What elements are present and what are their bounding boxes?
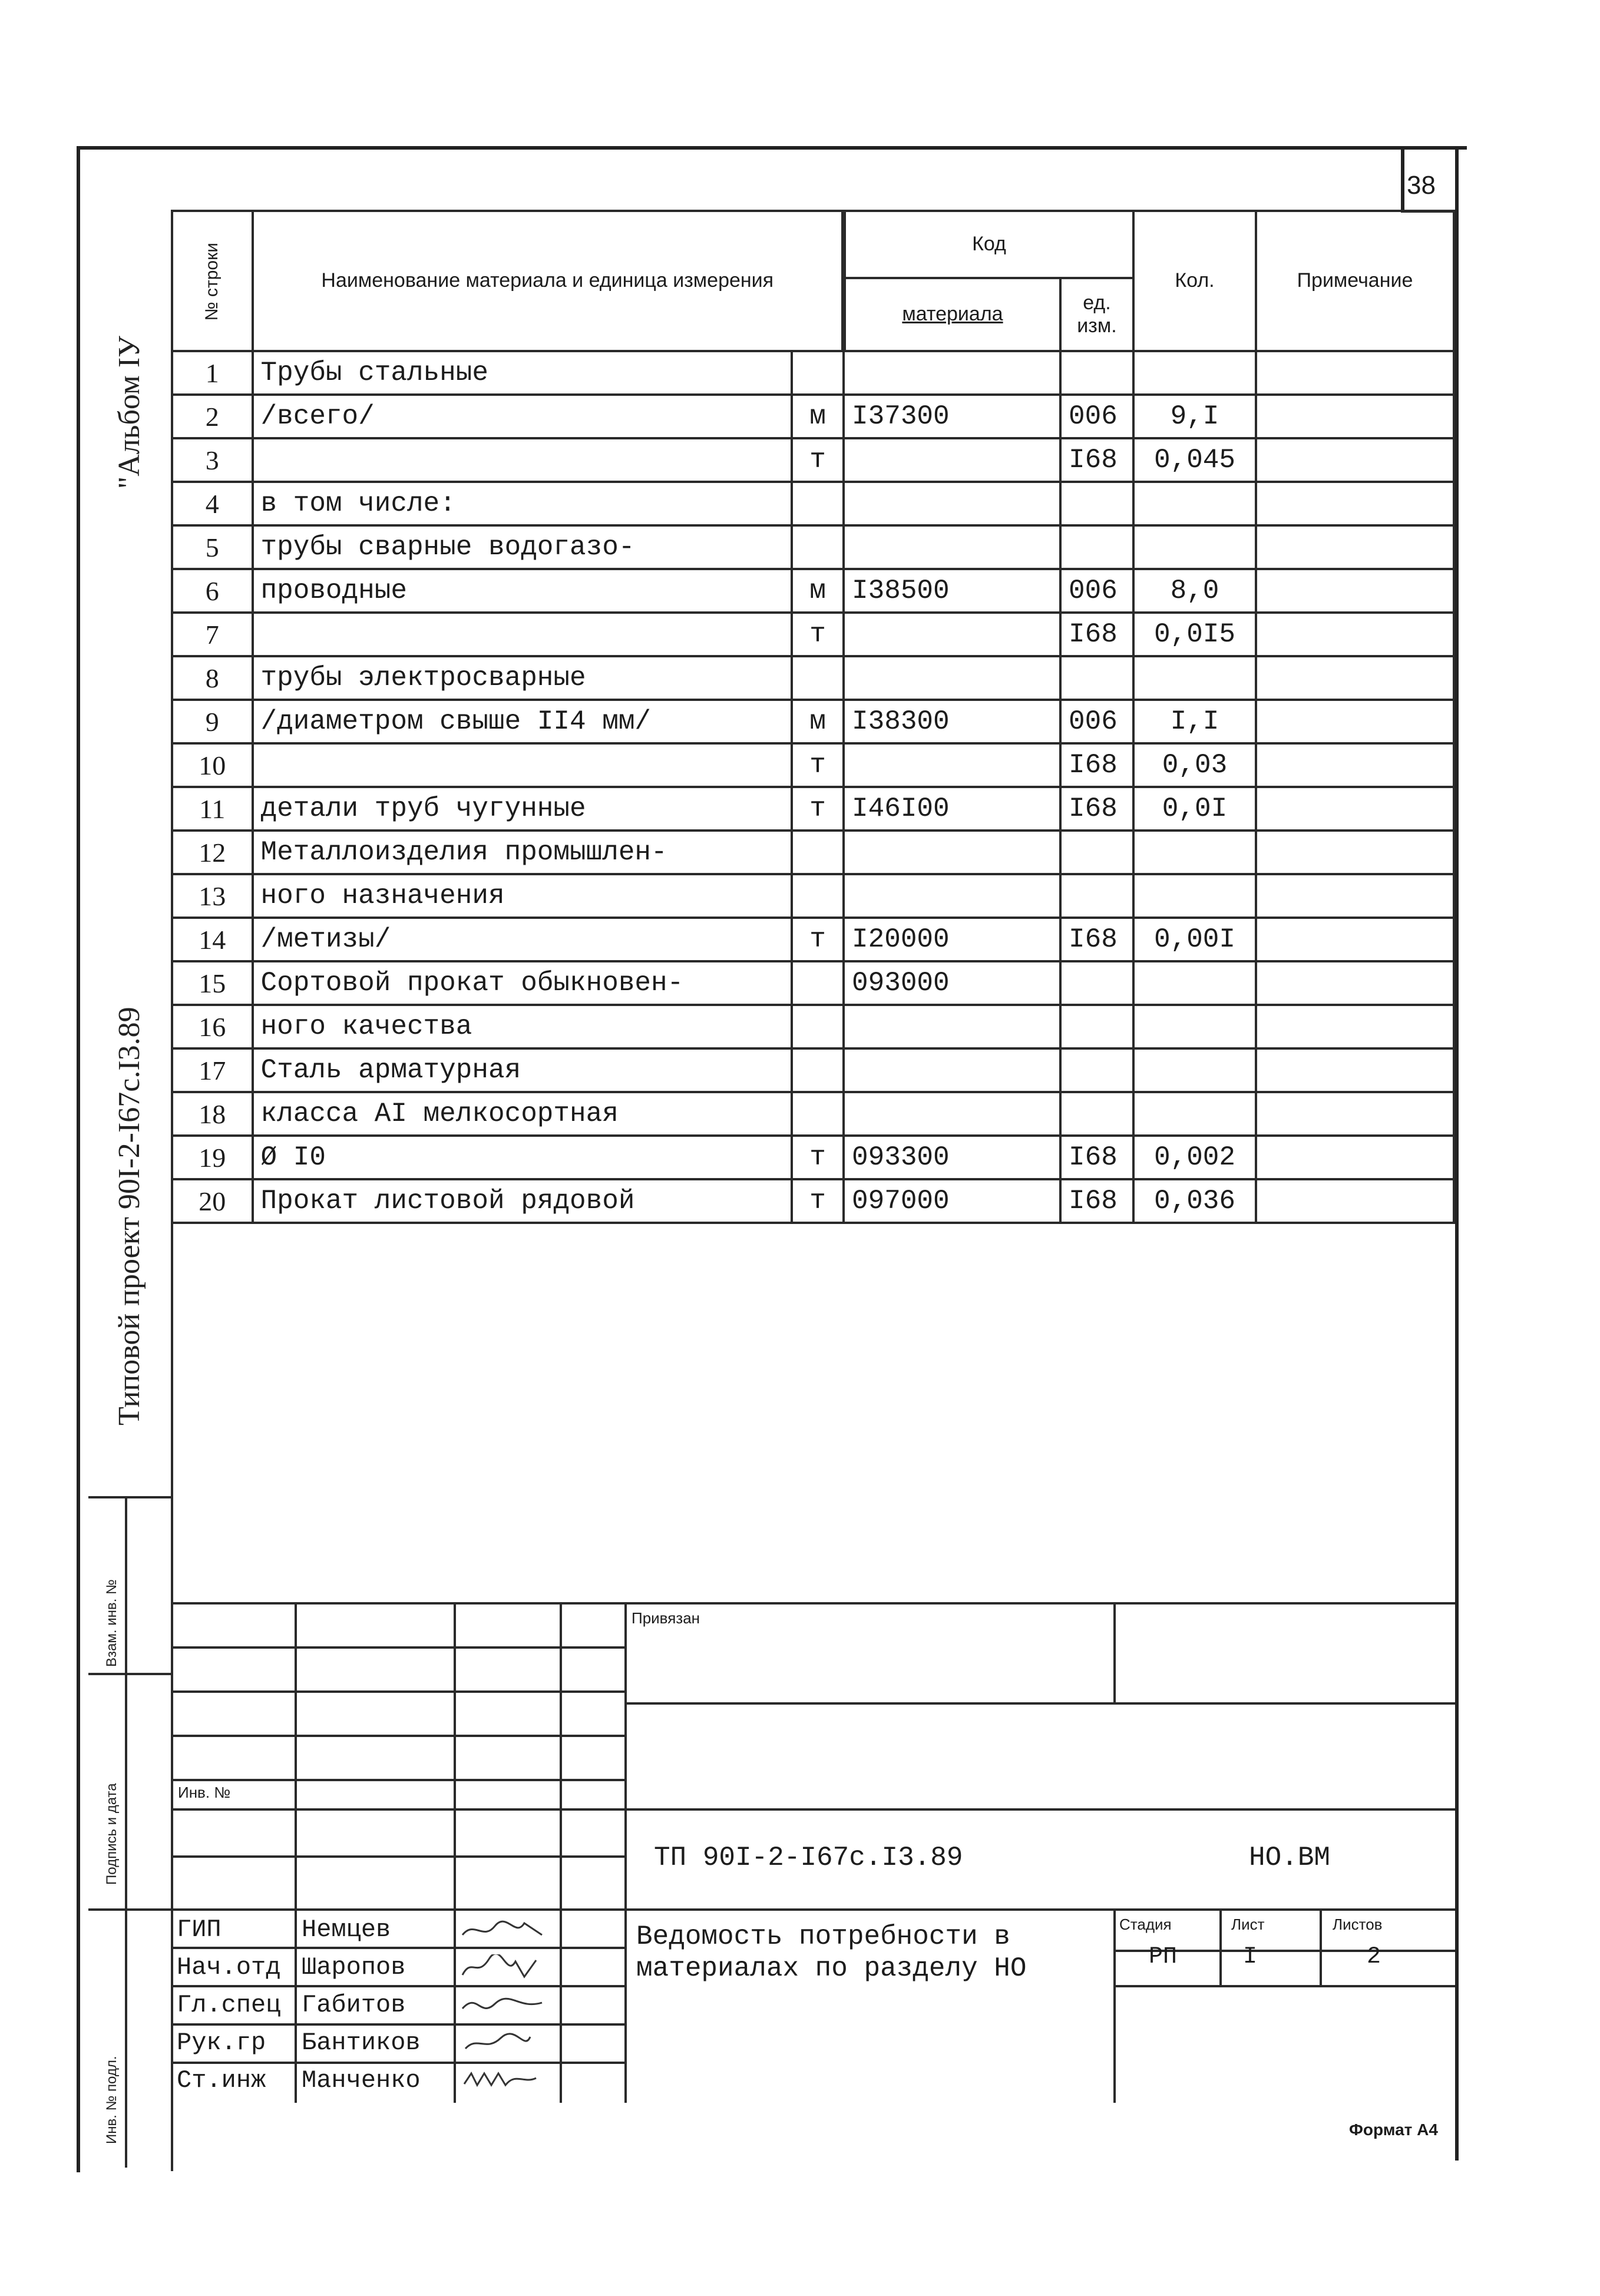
- table-row: [172, 569, 1454, 613]
- table-row: [172, 395, 1454, 438]
- unit-code-cell: [1060, 656, 1133, 700]
- signature-3: [459, 1992, 548, 2018]
- note-cell: [1256, 1048, 1454, 1092]
- sheets-label: Листов: [1333, 1915, 1383, 1933]
- sign-date-label: Подпись и дата: [104, 1783, 120, 1885]
- unit-code-cell: [1060, 1092, 1133, 1136]
- binding-strip-top: [88, 1496, 171, 1498]
- table-row: [172, 700, 1454, 743]
- inv-orig-label: Инв. № подл.: [104, 2056, 120, 2144]
- row-number-cell: 4: [172, 482, 253, 525]
- quantity-cell: 0,002: [1133, 1136, 1256, 1179]
- note-cell: [1256, 1179, 1454, 1223]
- note-cell: [1256, 438, 1454, 482]
- signature-5: [459, 2066, 548, 2092]
- unit-code-cell: I68: [1060, 438, 1133, 482]
- quantity-cell: [1133, 351, 1256, 395]
- row-number-cell: 5: [172, 525, 253, 569]
- material-name-cell: [253, 743, 792, 787]
- material-name-cell: проводные: [253, 569, 792, 613]
- unit-code-cell: I68: [1060, 743, 1133, 787]
- header-qty: Кол.: [1133, 211, 1256, 351]
- quantity-cell: 0,036: [1133, 1179, 1256, 1223]
- material-name-cell: Сортовой прокат обыкновен-: [253, 961, 792, 1005]
- unit-of-measure-cell: т: [792, 743, 844, 787]
- unit-code-cell: 006: [1060, 700, 1133, 743]
- material-code-cell: [844, 1005, 1060, 1048]
- quantity-cell: [1133, 525, 1256, 569]
- unit-code-cell: [1060, 874, 1133, 918]
- quantity-cell: 0,0I5: [1133, 613, 1256, 656]
- note-cell: [1256, 831, 1454, 874]
- inv-no-label: Инв. №: [178, 1784, 231, 1801]
- quantity-cell: [1133, 831, 1256, 874]
- row-number-cell: 10: [172, 743, 253, 787]
- note-cell: [1256, 1005, 1454, 1048]
- tb-v-stage: [1113, 1908, 1116, 2103]
- binding-strip-border: [125, 1496, 127, 2168]
- unit-code-cell: I68: [1060, 1136, 1133, 1179]
- tb-line-bound: [624, 1702, 1455, 1705]
- material-code-cell: I20000: [844, 918, 1060, 961]
- header-code: Код: [844, 211, 1133, 278]
- material-name-cell: /диаметром свыше II4 мм/: [253, 700, 792, 743]
- unit-of-measure-cell: м: [792, 395, 844, 438]
- unit-of-measure-cell: [792, 961, 844, 1005]
- material-name-cell: Металлоизделия промышлен-: [253, 831, 792, 874]
- material-code-cell: [844, 482, 1060, 525]
- sheet-value: I: [1243, 1944, 1258, 1970]
- table-row: [172, 1048, 1454, 1092]
- material-name-cell: Трубы стальные: [253, 351, 792, 395]
- note-cell: [1256, 918, 1454, 961]
- note-cell: [1256, 961, 1454, 1005]
- unit-of-measure-cell: [792, 1005, 844, 1048]
- frame-left-line: [77, 146, 80, 2172]
- table-row: [172, 961, 1454, 1005]
- material-code-cell: [844, 743, 1060, 787]
- staff-name-2: Шаропов: [302, 1953, 406, 1981]
- quantity-cell: 0,00I: [1133, 918, 1256, 961]
- frame-right-line: [1455, 146, 1459, 2161]
- material-name-cell: /всего/: [253, 395, 792, 438]
- row-number-cell: 8: [172, 656, 253, 700]
- material-name-cell: /метизы/: [253, 918, 792, 961]
- quantity-cell: [1133, 1048, 1256, 1092]
- stage-value: РП: [1149, 1944, 1178, 1970]
- material-name-cell: ного назначения: [253, 874, 792, 918]
- table-row: [172, 1005, 1454, 1048]
- table-row: [172, 743, 1454, 787]
- header-note: Примечание: [1256, 211, 1454, 351]
- table-row: [172, 525, 1454, 569]
- staff-role-3: Гл.спец: [177, 1991, 281, 2019]
- tb-line-3: [171, 1735, 624, 1737]
- table-row: [172, 1092, 1454, 1136]
- unit-of-measure-cell: т: [792, 1179, 844, 1223]
- row-number-cell: 7: [172, 613, 253, 656]
- quantity-cell: [1133, 961, 1256, 1005]
- quantity-cell: 8,0: [1133, 569, 1256, 613]
- unit-of-measure-cell: т: [792, 438, 844, 482]
- staff-role-5: Ст.инж: [177, 2066, 266, 2095]
- unit-of-measure-cell: т: [792, 918, 844, 961]
- materials-table: [171, 210, 1455, 1224]
- staff-name-3: Габитов: [302, 1991, 406, 2019]
- material-code-cell: [844, 351, 1060, 395]
- material-name-cell: в том числе:: [253, 482, 792, 525]
- unit-code-cell: 006: [1060, 395, 1133, 438]
- unit-of-measure-cell: [792, 831, 844, 874]
- material-name-cell: [253, 613, 792, 656]
- staff-role-4: Рук.гр: [177, 2029, 266, 2057]
- quantity-cell: 9,I: [1133, 395, 1256, 438]
- bound-label: Привязан: [632, 1609, 700, 1627]
- material-name-cell: трубы сварные водогазо-: [253, 525, 792, 569]
- tb-line-5: [171, 1808, 1455, 1811]
- material-code-cell: [844, 613, 1060, 656]
- table-row: [172, 831, 1454, 874]
- material-code-cell: 093000: [844, 961, 1060, 1005]
- note-cell: [1256, 525, 1454, 569]
- note-cell: [1256, 482, 1454, 525]
- table-row: [172, 787, 1454, 831]
- tb-v-2: [454, 1602, 456, 2103]
- material-code-cell: [844, 874, 1060, 918]
- material-code-cell: [844, 831, 1060, 874]
- row-number-cell: 19: [172, 1136, 253, 1179]
- signature-4: [459, 2030, 548, 2056]
- unit-code-cell: [1060, 831, 1133, 874]
- doc-title-line1: Ведомость потребности в: [636, 1921, 1010, 1952]
- table-row: [172, 438, 1454, 482]
- quantity-cell: [1133, 874, 1256, 918]
- note-cell: [1256, 874, 1454, 918]
- staff-name-1: Немцев: [302, 1915, 391, 1944]
- row-number-cell: 16: [172, 1005, 253, 1048]
- format-label: Формат А4: [1349, 2120, 1438, 2139]
- material-code-cell: I38300: [844, 700, 1060, 743]
- quantity-cell: [1133, 1092, 1256, 1136]
- unit-of-measure-cell: [792, 874, 844, 918]
- binding-strip-div2: [88, 1908, 171, 1911]
- tb-line-10: [171, 2023, 624, 2026]
- material-name-cell: класса AI мелкосортная: [253, 1092, 792, 1136]
- row-number-cell: 12: [172, 831, 253, 874]
- note-cell: [1256, 743, 1454, 787]
- tb-top-line: [171, 1602, 1455, 1604]
- material-code-cell: I38500: [844, 569, 1060, 613]
- tb-line-4: [171, 1779, 624, 1781]
- tb-stage-bottom: [1113, 1985, 1455, 1987]
- sheet-label: Лист: [1231, 1915, 1265, 1933]
- unit-code-cell: I68: [1060, 918, 1133, 961]
- material-name-cell: Прокат листовой рядовой: [253, 1179, 792, 1223]
- signature-1: [459, 1917, 548, 1943]
- material-code-cell: [844, 438, 1060, 482]
- unit-code-cell: [1060, 1005, 1133, 1048]
- quantity-cell: 0,0I: [1133, 787, 1256, 831]
- staff-role-1: ГИП: [177, 1915, 222, 1944]
- note-cell: [1256, 787, 1454, 831]
- quantity-cell: 0,045: [1133, 438, 1256, 482]
- row-number-cell: 18: [172, 1092, 253, 1136]
- unit-code-cell: I68: [1060, 613, 1133, 656]
- note-cell: [1256, 700, 1454, 743]
- unit-code-cell: [1060, 482, 1133, 525]
- tb-line-7: [171, 1908, 1455, 1911]
- staff-role-2: Нач.отд: [177, 1953, 281, 1981]
- unit-code-cell: I68: [1060, 1179, 1133, 1223]
- stage-label: Стадия: [1119, 1915, 1172, 1933]
- table-row: [172, 613, 1454, 656]
- quantity-cell: [1133, 482, 1256, 525]
- material-code-cell: [844, 1092, 1060, 1136]
- staff-name-4: Бантиков: [302, 2029, 421, 2057]
- table-row: [172, 656, 1454, 700]
- material-name-cell: детали труб чугунные: [253, 787, 792, 831]
- tb-line-6: [171, 1855, 624, 1858]
- frame-top-line: [77, 146, 1467, 150]
- tb-v-3: [560, 1602, 562, 2103]
- binding-strip-div1: [88, 1673, 171, 1675]
- material-code-cell: 093300: [844, 1136, 1060, 1179]
- material-code-cell: I37300: [844, 395, 1060, 438]
- tb-v-sheet: [1219, 1908, 1222, 1985]
- quantity-cell: 0,03: [1133, 743, 1256, 787]
- header-row-no: № строки: [172, 211, 253, 351]
- quantity-cell: I,I: [1133, 700, 1256, 743]
- header-code-material: материала: [844, 278, 1060, 351]
- header-name: Наименование материала и единица измерения: [253, 211, 844, 351]
- unit-of-measure-cell: [792, 1092, 844, 1136]
- unit-of-measure-cell: м: [792, 569, 844, 613]
- unit-of-measure-cell: м: [792, 700, 844, 743]
- row-number-cell: 20: [172, 1179, 253, 1223]
- material-name-cell: Ø I0: [253, 1136, 792, 1179]
- unit-code-cell: [1060, 525, 1133, 569]
- table-body: [172, 351, 1454, 1223]
- tb-v-sheets: [1320, 1908, 1322, 1985]
- unit-of-measure-cell: [792, 351, 844, 395]
- row-number-cell: 6: [172, 569, 253, 613]
- tb-line-2: [171, 1690, 624, 1693]
- doc-code: ТП 90I-2-I67с.I3.89: [654, 1842, 963, 1873]
- unit-of-measure-cell: [792, 525, 844, 569]
- row-number-cell: 15: [172, 961, 253, 1005]
- project-label: Типовой проект 90I-2-I67с.I3.89: [113, 1007, 146, 1425]
- unit-code-cell: I68: [1060, 787, 1133, 831]
- row-number-cell: 14: [172, 918, 253, 961]
- tb-line-1: [171, 1646, 624, 1649]
- material-name-cell: [253, 438, 792, 482]
- unit-code-cell: 006: [1060, 569, 1133, 613]
- doc-title-line2: материалах по разделу НО: [636, 1953, 1027, 1984]
- note-cell: [1256, 569, 1454, 613]
- tb-line-9: [171, 1985, 624, 1987]
- quantity-cell: [1133, 656, 1256, 700]
- unit-of-measure-cell: т: [792, 1136, 844, 1179]
- unit-code-cell: [1060, 1048, 1133, 1092]
- doc-mark: НО.ВМ: [1249, 1842, 1331, 1873]
- unit-code-cell: [1060, 351, 1133, 395]
- row-number-cell: 13: [172, 874, 253, 918]
- material-code-cell: [844, 525, 1060, 569]
- row-number-cell: 1: [172, 351, 253, 395]
- album-label: "Альбом IУ: [113, 336, 146, 489]
- note-cell: [1256, 656, 1454, 700]
- material-code-cell: [844, 656, 1060, 700]
- row-number-cell: 17: [172, 1048, 253, 1092]
- table-row: [172, 874, 1454, 918]
- quantity-cell: [1133, 1005, 1256, 1048]
- table-row: [172, 1136, 1454, 1179]
- staff-name-5: Манченко: [302, 2066, 421, 2095]
- sheets-value: 2: [1367, 1944, 1381, 1970]
- unit-code-cell: [1060, 961, 1133, 1005]
- row-number-cell: 2: [172, 395, 253, 438]
- material-name-cell: ного качества: [253, 1005, 792, 1048]
- page-number: 38: [1407, 171, 1436, 200]
- tb-line-8: [171, 1947, 624, 1949]
- material-name-cell: Сталь арматурная: [253, 1048, 792, 1092]
- unit-of-measure-cell: [792, 482, 844, 525]
- row-number-cell: 3: [172, 438, 253, 482]
- table-row: [172, 482, 1454, 525]
- table-row: [172, 918, 1454, 961]
- material-code-cell: 097000: [844, 1179, 1060, 1223]
- row-number-cell: 11: [172, 787, 253, 831]
- unit-of-measure-cell: [792, 1048, 844, 1092]
- tb-v-4: [624, 1602, 627, 2103]
- note-cell: [1256, 1136, 1454, 1179]
- table-row: [172, 1179, 1454, 1223]
- unit-of-measure-cell: т: [792, 787, 844, 831]
- signature-2: [459, 1954, 548, 1980]
- unit-of-measure-cell: т: [792, 613, 844, 656]
- material-code-cell: I46I00: [844, 787, 1060, 831]
- tb-line-11: [171, 2062, 624, 2064]
- note-cell: [1256, 1092, 1454, 1136]
- table-row: [172, 351, 1454, 395]
- note-cell: [1256, 351, 1454, 395]
- header-code-unit: ед. изм.: [1060, 278, 1133, 351]
- unit-of-measure-cell: [792, 656, 844, 700]
- material-code-cell: [844, 1048, 1060, 1092]
- note-cell: [1256, 613, 1454, 656]
- note-cell: [1256, 395, 1454, 438]
- tb-v-1: [295, 1602, 297, 2103]
- material-name-cell: трубы электросварные: [253, 656, 792, 700]
- inv-replace-label: Взам. инв. №: [104, 1579, 120, 1667]
- row-number-cell: 9: [172, 700, 253, 743]
- tb-v-bound: [1113, 1602, 1116, 1702]
